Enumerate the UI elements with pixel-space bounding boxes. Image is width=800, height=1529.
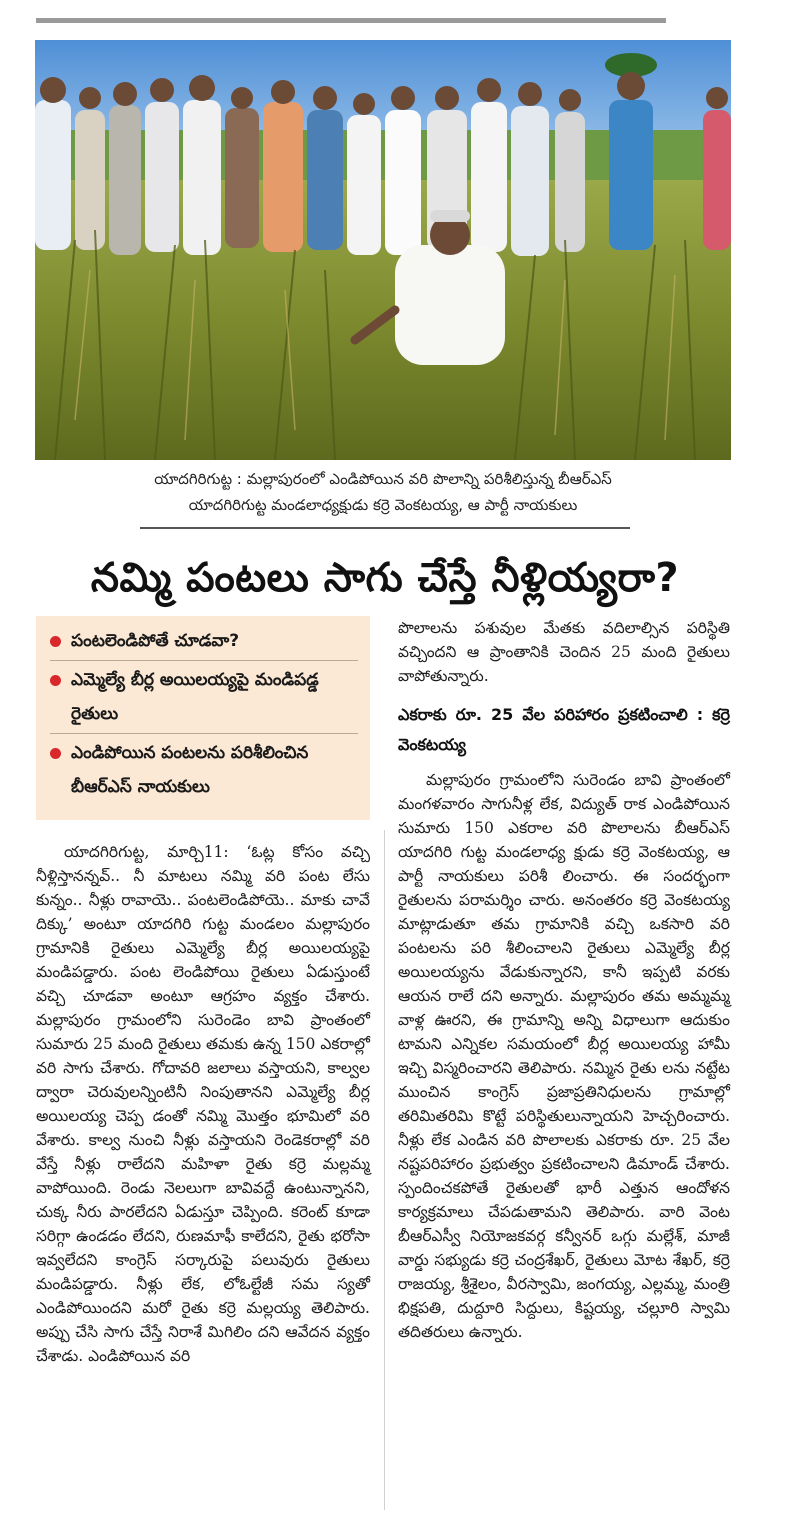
highlight-item [50,736,358,804]
highlight-item [50,663,358,731]
headline: నమ్మి పంటలు సాగు చేస్తే నీళ్లియ్యరా? [90,555,680,601]
photo-farmers-paddy-field-icon [35,40,731,460]
bullet-icon [50,636,61,647]
article-body-right: మల్లాపురం గ్రామంలోని సురెండం బావి ప్రాంతంలో మంగళవారం సాగునీళ్ల లేక, విద్యుత్ రాక ఎండిపోయిన సుమారు 150 ఎకరాల వరి పొలాలను బీఆర్ఎస్ యాదగిరి గుట్ట మండలాధ్య క్షుడు కర్రె వెంకటయ్య, ఆ పార్టీ నాయకులు పరిశీ లించారు. ఈ సందర్భంగా రైతులను పరామర్శిం చారు. అనంతరం కర్రె వెంకటయ్య మాట్లాడుతూ తమ గ్రామానికి వచ్చి ఒకసారి వరి పంటలను పరి శీలించాలని రైతులు ఎమ్మెల్యే బీర్ల అయిలయ్యను వేడుకున్నారని, కానీ ఇప్పటి వరకు ఆయన రాలే దని అన్నారు. మల్లాపురం తమ అమ్మమ్మ వాళ్ల ఊరని, ఈ గ్రామాన్ని అన్ని విధాలుగా ఆదుకుం టామని ఎన్నికల సమయంలో బీర్ల అయిలయ్య హామీ ఇచ్చి విస్మరించారని తెలిపారు. నమ్మిన రైతు లను నట్టేట ముంచిన కాంగ్రెస్ ప్రజాప్రతినిధులను గ్రామాల్లో తరిమితరిమి కొట్టే పరిస్థితులున్నాయని హెచ్చరించారు. నీళ్లు లేక ఎండిన వరి పొలాలకు ఎకరాకు రూ. 25 వేల నష్టపరిహారం ప్రభుత్వం ప్రకటించాలని డిమాండ్ చేశారు. స్పందించకపోతే రైతులతో భారీ ఎత్తున ఆందోళన కార్యక్రమాలు చేపడుతామని తెలిపారు. వారి వెంట బీఆర్ఎస్వీ నియోజకవర్గ కన్వీనర్ ఒగ్గు మల్లేశ్, మాజీ వార్డు సభ్యుడు కర్రె చంద్రశేఖర్, రైతులు మోట శేఖర్, కర్రె రాజయ్య, శ్రీశైలం, వీరస్వామి, జంగయ్య, ఎల్లమ్మ, మంత్రి భిక్షపతి, దుద్దూరి సిద్దులు, కిష్టయ్య, చల్లూరి స్వామి తదితరులు ఉన్నారు. [398,771,730,1341]
article-right-column [398,616,730,1344]
highlight-text: ఎండిపోయిన పంటలను పరిశీలించిన బీఆర్ఎస్ నాయకులు [71,743,309,797]
bullet-icon [50,748,61,759]
article-subheading: ఎకరాకు రూ. 25 వేల పరిహారం ప్రకటించాలి : కర్రె వెంకటయ్య [398,705,730,754]
highlight-divider [50,660,358,661]
article-left-column [36,840,370,1368]
bullet-icon [50,675,61,686]
caption-underline [140,527,630,529]
highlight-text: ఎమ్మెల్యే బీర్ల అయిలయ్యపై మండిపడ్డ రైతులు [71,670,319,724]
photo-caption [35,466,731,518]
caption-line-1: యాదగిరిగుట్ట : మల్లాపురంలో ఎండిపోయిన వరి పొలాన్ని పరిశీలిస్తున్న బీఆర్ఎస్ [154,470,612,488]
news-photo [35,40,731,460]
column-divider [384,830,385,1510]
highlight-text: పంటలెండిపోతే చూడవా? [71,631,240,651]
highlight-item [50,624,358,658]
highlights-box [36,616,370,820]
article-body-left: యాదగిరిగుట్ట, మార్చి11: ‘ఓట్ల కోసం వచ్చి నీళ్లిస్తానన్నవ్.. నీ మాటలు నమ్మి వరి పంట లేసు కున్నం.. నీళ్లు రావాయె.. పంటలెండిపోయె.. మాకు చావే దిక్కు’ అంటూ యాదగిరి గుట్ట మండలం మల్లాపురం గ్రామానికి రైతులు ఎమ్మెల్యే బీర్ల అయిలయ్యపై మండిపడ్డారు. పంట లెండిపోయి రైతులు ఏడుస్తుంటే వచ్చి చూడవా అంటూ ఆగ్రహం వ్యక్తం చేశారు. మల్లాపురం గ్రామంలోని సురెండెం బావి ప్రాంతంలో సుమారు 25 మంది రైతులు తమకు ఉన్న 150 ఎకరాల్లో వరి సాగు చేశారు. గోదావరి జలాలు వస్తాయని, కాల్వల ద్వారా చెరువులన్నింటినీ నింపుతానని ఎమ్మెల్యే బీర్ల అయిలయ్య చెప్ప డంతో నమ్మి మొత్తం భూమిలో వరి వేశారు. కాల్వ నుంచి నీళ్లు వస్తాయని రెండెకరాల్లో వరి వేస్తే నీళ్లు రాలేదని మహిళా రైతు కర్రె మల్లమ్మ వాపోయింది. రెండు నెలలుగా బావివద్దే ఉంటున్నానని, చుక్క నీరు పారలేదని ఏడుస్తూ చెప్పింది. కరెంట్ కూడా సరిగ్గా ఉండడం లేదని, రుణమాఫీ కాలేదని, రైతు భరోసా ఇవ్వలేదని కాంగ్రెస్ సర్కారుపై పలువురు రైతులు మండిపడ్డారు. నీళ్లు లేక, లోఓల్టేజీ సమ స్యతో ఎండిపోయిందని మరో రైతు కర్రె మల్లయ్య తెలిపారు. అప్పు చేసి సాగు చేస్తే నిరాశే మిగిలిం దని ఆవేదన వ్యక్తం చేశాడు. ఎండిపోయిన వరి [36,843,370,1365]
top-rule [36,18,666,23]
caption-line-2: యాదగిరిగుట్ట మండలాధ్యక్షుడు కర్రె వెంకటయ్య, ఆ పార్టీ నాయకులు [188,496,578,514]
highlight-divider [50,733,358,734]
article-continued-text: పొలాలను పశువుల మేతకు వదిలాల్సిన పరిస్థితి వచ్చిందని ఆ ప్రాంతానికి చెందిన 25 మంది రైతులు వాపోతున్నారు. [398,619,730,685]
